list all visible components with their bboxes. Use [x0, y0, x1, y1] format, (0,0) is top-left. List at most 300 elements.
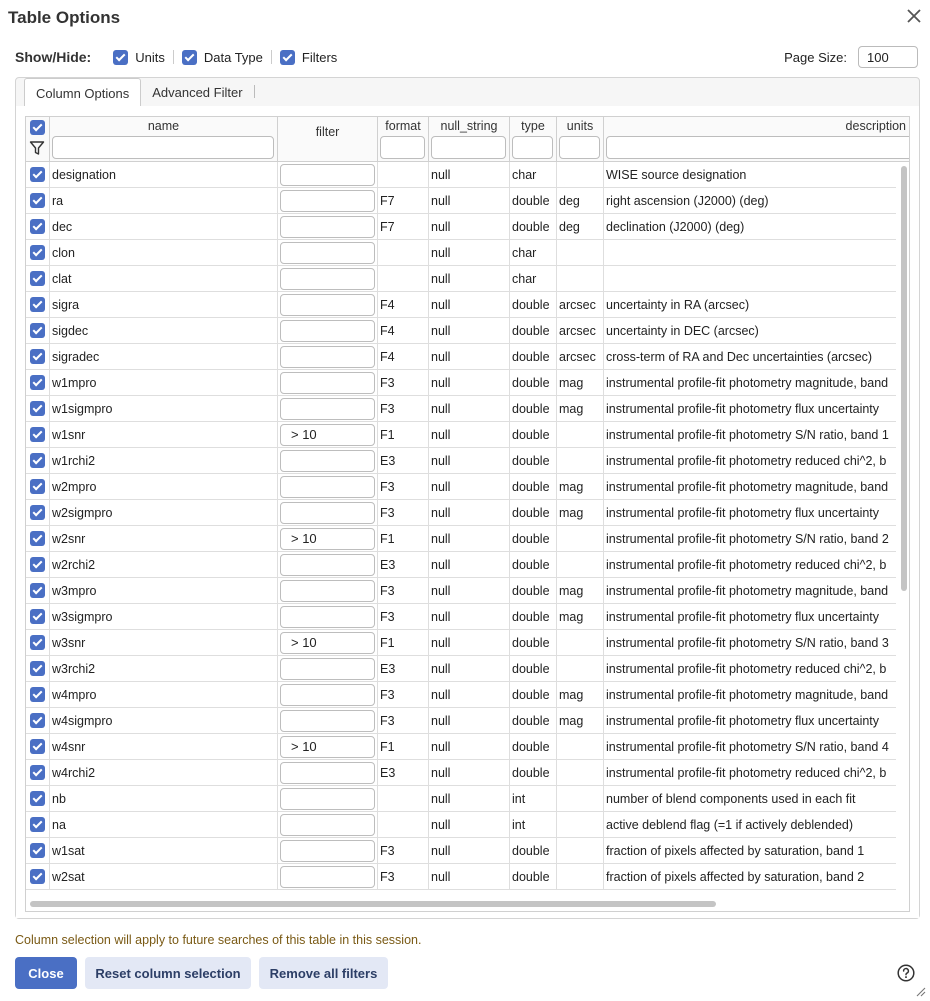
- filter-cell: [278, 656, 378, 682]
- tab-bar: [24, 78, 255, 106]
- header-description-label[interactable]: description: [845, 119, 906, 133]
- null-string-cell: null: [429, 838, 510, 864]
- table-header: [26, 117, 910, 162]
- column-filter-input[interactable]: [280, 320, 375, 342]
- type-cell: double: [510, 578, 557, 604]
- type-cell: double: [510, 448, 557, 474]
- format-cell: F4: [378, 318, 429, 344]
- table-row: [26, 370, 896, 396]
- vertical-scrollbar[interactable]: [901, 166, 907, 591]
- null-string-cell: null: [429, 630, 510, 656]
- description-filter-input[interactable]: [606, 136, 910, 159]
- row-checkbox[interactable]: [30, 557, 45, 572]
- units-cell: [557, 630, 604, 656]
- row-select-cell: [26, 474, 50, 500]
- horizontal-scrollbar[interactable]: [30, 901, 716, 907]
- format-cell: E3: [378, 448, 429, 474]
- row-checkbox[interactable]: [30, 661, 45, 676]
- null-string-cell: null: [429, 578, 510, 604]
- remove-all-filters-button[interactable]: Remove all filters: [259, 957, 388, 989]
- header-name-label[interactable]: name: [147, 119, 180, 133]
- name-cell: w2sigmpro: [50, 500, 278, 526]
- header-units-label[interactable]: units: [566, 119, 594, 133]
- table-row: [26, 318, 896, 344]
- row-checkbox[interactable]: [30, 375, 45, 390]
- table-row: [26, 266, 896, 292]
- row-checkbox[interactable]: [30, 323, 45, 338]
- null-string-cell: null: [429, 526, 510, 552]
- row-checkbox[interactable]: [30, 635, 45, 650]
- description-cell: instrumental profile-fit photometry flux uncertainty: [606, 610, 880, 624]
- format-cell: F3: [378, 474, 429, 500]
- filter-cell: [278, 552, 378, 578]
- name-cell: w1sigmpro: [50, 396, 278, 422]
- page-size: [784, 46, 918, 68]
- datatype-checkbox[interactable]: [182, 50, 197, 65]
- format-cell: F7: [378, 214, 429, 240]
- null-string-filter-input[interactable]: [431, 136, 506, 159]
- description-cell: instrumental profile-fit photometry reduced chi^2, b: [606, 454, 887, 468]
- filter-cell: [278, 162, 378, 188]
- row-checkbox[interactable]: [30, 297, 45, 312]
- name-cell: clon: [50, 240, 278, 266]
- header-filter: [278, 117, 378, 162]
- units-cell: [557, 448, 604, 474]
- show-hide-bar: [15, 46, 345, 68]
- format-cell: F1: [378, 526, 429, 552]
- page-size-input[interactable]: 100: [858, 46, 918, 68]
- header-format: [378, 117, 429, 162]
- row-select-cell: [26, 682, 50, 708]
- column-filter-input[interactable]: [280, 684, 375, 706]
- row-checkbox[interactable]: [30, 791, 45, 806]
- row-checkbox[interactable]: [30, 193, 45, 208]
- format-cell: F4: [378, 344, 429, 370]
- row-select-cell: [26, 500, 50, 526]
- name-cell: dec: [50, 214, 278, 240]
- row-checkbox[interactable]: [30, 349, 45, 364]
- description-cell: instrumental profile-fit photometry reduced chi^2, b: [606, 662, 887, 676]
- format-cell: [378, 162, 429, 188]
- name-cell: designation: [50, 162, 278, 188]
- name-filter-input[interactable]: [52, 136, 274, 159]
- column-filter-input[interactable]: [280, 762, 375, 784]
- row-select-cell: [26, 604, 50, 630]
- null-string-cell: null: [429, 292, 510, 318]
- column-filter-input[interactable]: [280, 710, 375, 732]
- type-cell: double: [510, 370, 557, 396]
- column-filter-input[interactable]: [280, 294, 375, 316]
- type-cell: char: [510, 266, 557, 292]
- row-checkbox[interactable]: [30, 401, 45, 416]
- filter-cell: [278, 734, 378, 760]
- format-cell: F3: [378, 370, 429, 396]
- name-cell: w1snr: [50, 422, 278, 448]
- datatype-label: Data Type: [203, 49, 263, 65]
- header-name: [50, 117, 278, 162]
- units-checkbox[interactable]: [113, 50, 128, 65]
- filter-cell: [278, 448, 378, 474]
- table-row: [26, 682, 896, 708]
- show-hide-label: Show/Hide:: [15, 49, 92, 65]
- description-cell: [604, 240, 896, 266]
- filter-cell: [278, 370, 378, 396]
- column-filter-input[interactable]: [280, 502, 375, 524]
- name-cell: nb: [50, 786, 278, 812]
- table-row: [26, 864, 896, 890]
- row-select-cell: [26, 578, 50, 604]
- row-checkbox[interactable]: [30, 739, 45, 754]
- dialog-titlebar: [0, 0, 930, 36]
- description-cell: WISE source designation: [606, 168, 747, 182]
- type-cell: int: [510, 812, 557, 838]
- format-filter-input[interactable]: [380, 136, 425, 159]
- filter-cell: [278, 526, 378, 552]
- table-row: [26, 422, 896, 448]
- units-cell: [557, 422, 604, 448]
- row-checkbox[interactable]: [30, 583, 45, 598]
- row-checkbox[interactable]: [30, 427, 45, 442]
- table-row: [26, 786, 896, 812]
- row-checkbox[interactable]: [30, 765, 45, 780]
- name-cell: w4snr: [50, 734, 278, 760]
- row-select-cell: [26, 292, 50, 318]
- units-cell: mag: [557, 604, 604, 630]
- null-string-cell: null: [429, 240, 510, 266]
- row-checkbox[interactable]: [30, 687, 45, 702]
- header-filter-label[interactable]: filter: [315, 125, 340, 139]
- type-filter-input[interactable]: [512, 136, 553, 159]
- name-cell: w2snr: [50, 526, 278, 552]
- row-select-cell: [26, 760, 50, 786]
- description-cell: fraction of pixels affected by saturation, band 1: [606, 844, 865, 858]
- filter-cell: [278, 838, 378, 864]
- type-cell: double: [510, 552, 557, 578]
- description-cell: instrumental profile-fit photometry flux uncertainty: [606, 506, 880, 520]
- units-filter-input[interactable]: [559, 136, 600, 159]
- row-select-cell: [26, 526, 50, 552]
- column-filter-input[interactable]: > 10: [280, 528, 375, 550]
- units-cell: [557, 838, 604, 864]
- name-cell: w3sigmpro: [50, 604, 278, 630]
- column-filter-input[interactable]: [280, 658, 375, 680]
- table-row: [26, 604, 896, 630]
- column-filter-input[interactable]: > 10: [280, 632, 375, 654]
- table-row: [26, 162, 896, 188]
- column-filter-input[interactable]: > 10: [280, 736, 375, 758]
- table-row: [26, 812, 896, 838]
- null-string-cell: null: [429, 422, 510, 448]
- filter-cell: [278, 630, 378, 656]
- filter-cell: [278, 266, 378, 292]
- tab-advanced-filter[interactable]: Advanced Filter: [152, 85, 243, 100]
- units-cell: [557, 162, 604, 188]
- description-cell: instrumental profile-fit photometry magnitude, band: [606, 688, 889, 702]
- null-string-cell: null: [429, 162, 510, 188]
- row-select-cell: [26, 864, 50, 890]
- null-string-cell: null: [429, 396, 510, 422]
- type-cell: double: [510, 526, 557, 552]
- row-checkbox[interactable]: [30, 453, 45, 468]
- description-cell: right ascension (J2000) (deg): [606, 194, 769, 208]
- table-row: [26, 214, 896, 240]
- units-cell: arcsec: [557, 318, 604, 344]
- column-filter-input[interactable]: [280, 476, 375, 498]
- format-cell: F1: [378, 422, 429, 448]
- header-null-string-label[interactable]: null_string: [440, 119, 498, 133]
- description-cell: instrumental profile-fit photometry magnitude, band: [606, 584, 889, 598]
- column-filter-input[interactable]: [280, 554, 375, 576]
- column-filter-input[interactable]: [280, 398, 375, 420]
- name-cell: w2sat: [50, 864, 278, 890]
- table-row: [26, 630, 896, 656]
- name-cell: w2rchi2: [50, 552, 278, 578]
- header-format-label[interactable]: format: [385, 119, 421, 133]
- row-select-cell: [26, 786, 50, 812]
- format-cell: [378, 240, 429, 266]
- table-row: [26, 344, 896, 370]
- resize-grip-icon[interactable]: [914, 985, 926, 997]
- filter-cell: [278, 786, 378, 812]
- units-cell: mag: [557, 682, 604, 708]
- row-checkbox[interactable]: [30, 713, 45, 728]
- filter-cell: [278, 760, 378, 786]
- type-cell: double: [510, 682, 557, 708]
- page-size-label: Page Size:: [784, 49, 847, 65]
- name-cell: na: [50, 812, 278, 838]
- column-filter-input[interactable]: [280, 580, 375, 602]
- type-cell: double: [510, 630, 557, 656]
- row-select-cell: [26, 188, 50, 214]
- name-cell: sigra: [50, 292, 278, 318]
- table-row: [26, 526, 896, 552]
- format-cell: F3: [378, 838, 429, 864]
- row-select-cell: [26, 448, 50, 474]
- name-cell: clat: [50, 266, 278, 292]
- column-filter-input[interactable]: [280, 164, 375, 186]
- table-row: [26, 734, 896, 760]
- filter-cell: [278, 812, 378, 838]
- filters-checkbox[interactable]: [280, 50, 295, 65]
- units-cell: [557, 656, 604, 682]
- show-filters-toggle[interactable]: [272, 50, 345, 65]
- filter-cell: [278, 240, 378, 266]
- tab-content: [16, 106, 919, 918]
- row-select-cell: [26, 422, 50, 448]
- column-filter-input[interactable]: [280, 866, 375, 888]
- select-all-column: [26, 117, 50, 162]
- type-cell: double: [510, 500, 557, 526]
- format-cell: F3: [378, 396, 429, 422]
- units-label: Units: [135, 49, 165, 65]
- format-cell: E3: [378, 656, 429, 682]
- type-cell: double: [510, 396, 557, 422]
- header-type-label[interactable]: type: [521, 119, 545, 133]
- column-filter-input[interactable]: [280, 814, 375, 836]
- filter-cell: [278, 500, 378, 526]
- description-cell: uncertainty in DEC (arcsec): [606, 324, 759, 338]
- reset-column-selection-button[interactable]: Reset column selection: [85, 957, 251, 989]
- column-filter-input[interactable]: [280, 268, 375, 290]
- row-select-cell: [26, 552, 50, 578]
- filter-cell: [278, 318, 378, 344]
- table-row: [26, 474, 896, 500]
- type-cell: double: [510, 708, 557, 734]
- units-cell: mag: [557, 474, 604, 500]
- row-select-cell: [26, 370, 50, 396]
- format-cell: F3: [378, 578, 429, 604]
- type-cell: double: [510, 422, 557, 448]
- units-cell: arcsec: [557, 344, 604, 370]
- format-cell: F3: [378, 708, 429, 734]
- filters-label: Filters: [301, 49, 338, 65]
- filter-cell: [278, 474, 378, 500]
- filter-cell: [278, 864, 378, 890]
- tab-column-options[interactable]: Column Options: [24, 78, 141, 106]
- units-cell: mag: [557, 708, 604, 734]
- name-cell: w4rchi2: [50, 760, 278, 786]
- row-checkbox[interactable]: [30, 531, 45, 546]
- type-cell: char: [510, 162, 557, 188]
- header-description: [604, 117, 910, 162]
- description-cell: instrumental profile-fit photometry flux uncertainty: [606, 402, 880, 416]
- header-null-string: [429, 117, 510, 162]
- description-cell: number of blend components used in each fit: [606, 792, 856, 806]
- type-cell: double: [510, 188, 557, 214]
- null-string-cell: null: [429, 682, 510, 708]
- column-filter-input[interactable]: [280, 242, 375, 264]
- row-checkbox[interactable]: [30, 817, 45, 832]
- row-checkbox[interactable]: [30, 167, 45, 182]
- row-checkbox[interactable]: [30, 219, 45, 234]
- description-cell: instrumental profile-fit photometry flux uncertainty: [606, 714, 880, 728]
- row-checkbox[interactable]: [30, 479, 45, 494]
- units-cell: arcsec: [557, 292, 604, 318]
- dialog-title: Table Options: [8, 8, 121, 27]
- column-filter-input[interactable]: > 10: [280, 424, 375, 446]
- close-icon[interactable]: [906, 8, 922, 24]
- table-row: [26, 448, 896, 474]
- type-cell: char: [510, 240, 557, 266]
- row-select-cell: [26, 396, 50, 422]
- row-select-cell: [26, 812, 50, 838]
- null-string-cell: null: [429, 448, 510, 474]
- null-string-cell: null: [429, 734, 510, 760]
- format-cell: [378, 266, 429, 292]
- description-cell: instrumental profile-fit photometry S/N ratio, band 4: [606, 740, 889, 754]
- row-select-cell: [26, 266, 50, 292]
- format-cell: F7: [378, 188, 429, 214]
- units-cell: [557, 552, 604, 578]
- filter-cell: [278, 708, 378, 734]
- units-cell: [557, 266, 604, 292]
- units-cell: [557, 786, 604, 812]
- description-cell: instrumental profile-fit photometry S/N ratio, band 2: [606, 532, 889, 546]
- row-checkbox[interactable]: [30, 843, 45, 858]
- header-units: [557, 117, 604, 162]
- null-string-cell: null: [429, 812, 510, 838]
- name-cell: w3mpro: [50, 578, 278, 604]
- units-cell: mag: [557, 578, 604, 604]
- null-string-cell: null: [429, 188, 510, 214]
- units-cell: [557, 864, 604, 890]
- table-body: [26, 162, 896, 890]
- column-filter-input[interactable]: [280, 450, 375, 472]
- help-icon[interactable]: [897, 964, 915, 982]
- type-cell: int: [510, 786, 557, 812]
- format-cell: E3: [378, 760, 429, 786]
- format-cell: F3: [378, 682, 429, 708]
- select-all-checkbox[interactable]: [30, 120, 45, 135]
- filter-cell: [278, 344, 378, 370]
- close-button[interactable]: Close: [15, 957, 77, 989]
- description-cell: instrumental profile-fit photometry S/N ratio, band 3: [606, 636, 889, 650]
- row-select-cell: [26, 214, 50, 240]
- table-row: [26, 552, 896, 578]
- row-select-cell: [26, 318, 50, 344]
- column-filter-input[interactable]: [280, 372, 375, 394]
- format-cell: F4: [378, 292, 429, 318]
- null-string-cell: null: [429, 656, 510, 682]
- filter-icon[interactable]: [29, 140, 45, 156]
- row-checkbox[interactable]: [30, 245, 45, 260]
- null-string-cell: null: [429, 370, 510, 396]
- row-checkbox[interactable]: [30, 869, 45, 884]
- null-string-cell: null: [429, 604, 510, 630]
- row-checkbox[interactable]: [30, 609, 45, 624]
- type-cell: double: [510, 318, 557, 344]
- description-cell: instrumental profile-fit photometry S/N ratio, band 1: [606, 428, 889, 442]
- table-row: [26, 240, 896, 266]
- null-string-cell: null: [429, 474, 510, 500]
- show-units-toggle[interactable]: [105, 50, 173, 65]
- table-row: [26, 188, 896, 214]
- description-cell: fraction of pixels affected by saturation, band 2: [606, 870, 865, 884]
- name-cell: sigdec: [50, 318, 278, 344]
- description-cell: instrumental profile-fit photometry magnitude, band: [606, 376, 889, 390]
- name-cell: w1sat: [50, 838, 278, 864]
- type-cell: double: [510, 214, 557, 240]
- units-cell: [557, 734, 604, 760]
- units-cell: [557, 526, 604, 552]
- table-row: [26, 656, 896, 682]
- column-filter-input[interactable]: [280, 840, 375, 862]
- filter-cell: [278, 214, 378, 240]
- column-filter-input[interactable]: [280, 190, 375, 212]
- column-filter-input[interactable]: [280, 216, 375, 238]
- column-filter-input[interactable]: [280, 788, 375, 810]
- description-cell: instrumental profile-fit photometry magnitude, band: [606, 480, 889, 494]
- column-filter-input[interactable]: [280, 606, 375, 628]
- name-cell: w1mpro: [50, 370, 278, 396]
- show-datatype-toggle[interactable]: [174, 50, 271, 65]
- row-select-cell: [26, 708, 50, 734]
- row-checkbox[interactable]: [30, 505, 45, 520]
- type-cell: double: [510, 760, 557, 786]
- units-cell: mag: [557, 370, 604, 396]
- name-cell: w2mpro: [50, 474, 278, 500]
- units-cell: deg: [557, 214, 604, 240]
- row-checkbox[interactable]: [30, 271, 45, 286]
- null-string-cell: null: [429, 344, 510, 370]
- null-string-cell: null: [429, 214, 510, 240]
- column-filter-input[interactable]: [280, 346, 375, 368]
- filter-cell: [278, 292, 378, 318]
- name-cell: w4sigmpro: [50, 708, 278, 734]
- units-cell: deg: [557, 188, 604, 214]
- row-select-cell: [26, 734, 50, 760]
- row-select-cell: [26, 838, 50, 864]
